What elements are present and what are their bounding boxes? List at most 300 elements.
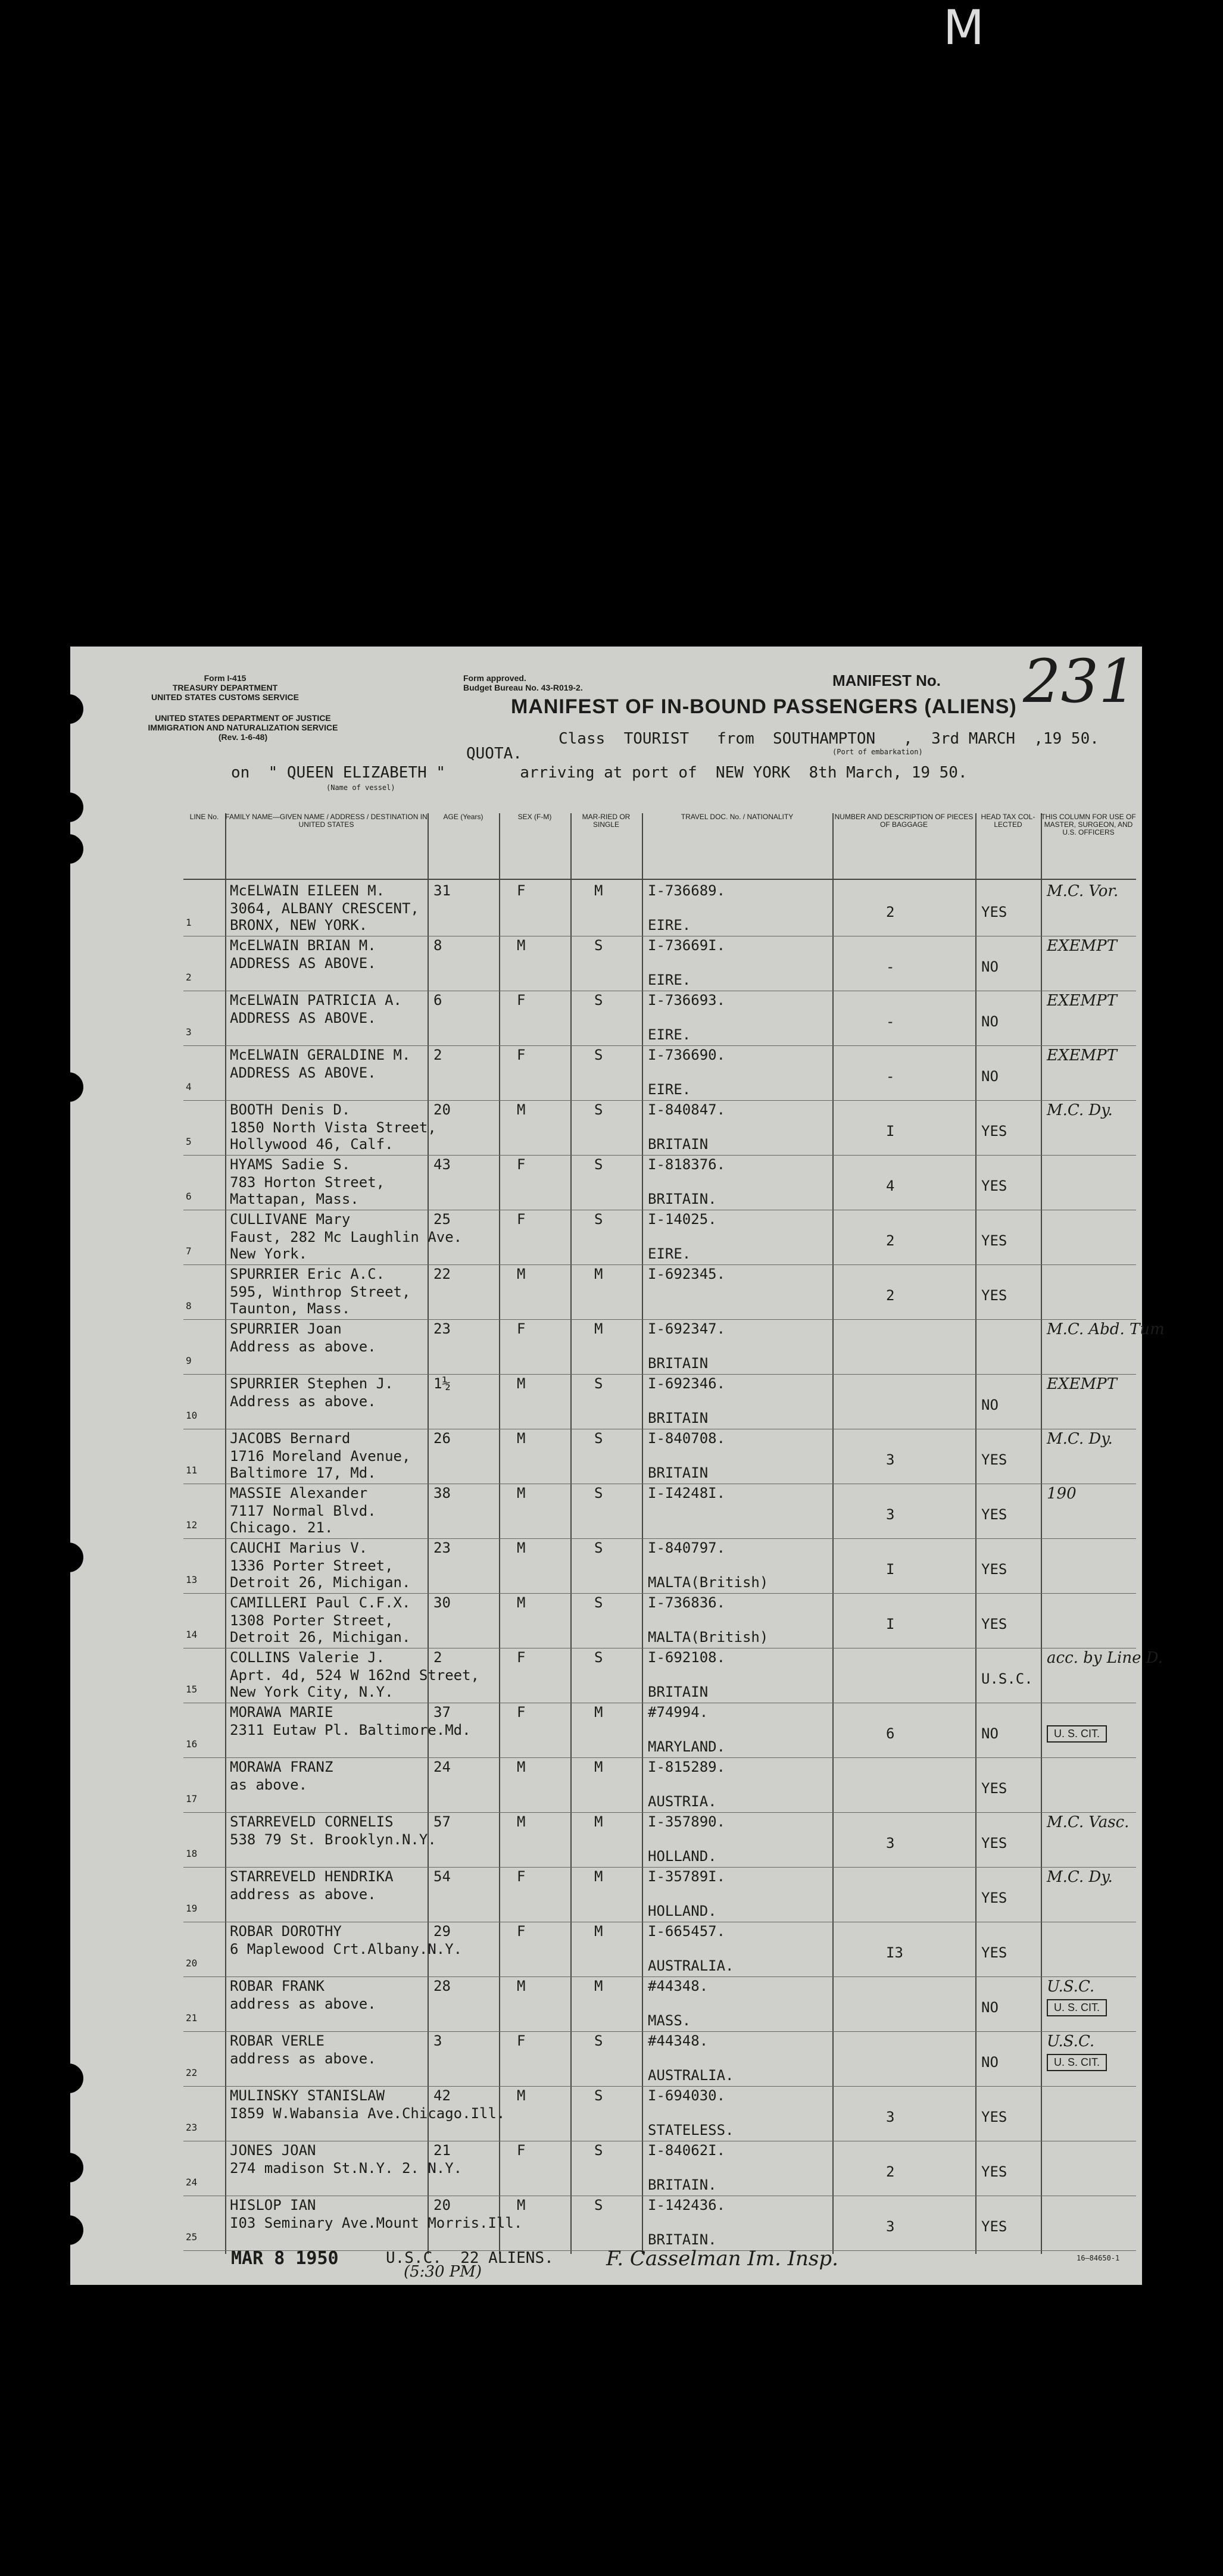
passenger-address-2: Chicago. 21. [230,1519,333,1536]
table-row [183,1756,1136,1813]
head-tax-status: NO [981,1013,999,1030]
nationality: EIRE. [648,972,691,988]
table-row [183,1811,1136,1868]
passenger-sex: F [517,1649,526,1666]
table-row [183,935,1136,991]
passenger-sex: F [517,1868,526,1885]
passenger-sex: F [517,1923,526,1940]
passenger-age: 37 [433,1704,451,1721]
passenger-age: 38 [433,1485,451,1501]
baggage-count: 3 [886,1506,895,1523]
table-row [183,1647,1163,1703]
line-number: 20 [186,1957,198,1969]
passenger-sex: F [517,1320,526,1337]
line-number: 2 [186,972,192,983]
travel-doc-number: I-736690. [648,1047,726,1063]
travel-doc-number: I-692347. [648,1320,726,1337]
head-tax-status: NO [981,1397,999,1413]
passenger-address-2: Detroit 26, Michigan. [230,1574,411,1591]
marital-status: S [594,1485,603,1501]
passenger-sex: M [517,2087,526,2104]
passenger-address-2: Hollywood 46, Calf. [230,1136,394,1153]
marital-status: S [594,2087,603,2104]
passenger-name: COLLINS Valerie J. [230,1649,385,1666]
travel-doc-number: I-694030. [648,2087,726,2104]
passenger-name: ROBAR FRANK [230,1978,325,1994]
page-number: 231 [1023,647,1137,716]
head-tax-status: YES [981,1890,1007,1906]
officer-notes: EXEMPT [1047,1047,1117,1064]
baggage-count: 6 [886,1725,895,1742]
passenger-age: 3 [433,2032,442,2049]
line-number: 7 [186,1245,192,1257]
passenger-address-2: Detroit 26, Michigan. [230,1629,411,1645]
passenger-name: ROBAR VERLE [230,2032,325,2049]
travel-doc-number: I-I4248I. [648,1485,726,1501]
passenger-age: 54 [433,1868,451,1885]
baggage-count: 2 [886,904,895,920]
col-header-sex: SEX (F-M) [499,813,570,880]
passenger-name: CULLIVANE Mary [230,1211,351,1228]
baggage-count: 4 [886,1178,895,1194]
travel-doc-number: I-357890. [648,1813,726,1830]
line-number: 1 [186,917,192,928]
passenger-sex: M [517,1375,526,1392]
passenger-name: JONES JOAN [230,2142,316,2159]
line-number: 22 [186,2067,198,2078]
passenger-sex: M [517,937,526,954]
passenger-sex: M [517,1485,526,1501]
passenger-sex: F [517,882,526,899]
col-header-doc: TRAVEL DOC. No. / NATIONALITY [642,813,832,880]
punch-hole [54,2215,83,2245]
punch-hole [54,694,83,724]
nationality: MASS. [648,2012,691,2029]
passenger-address: 538 79 St. Brooklyn.N.Y. [230,1831,436,1848]
officer-notes: M.C. Vor. [1047,882,1119,900]
passenger-address: 1336 Porter Street, [230,1557,394,1574]
passenger-address: 3064, ALBANY CRESCENT, [230,900,419,917]
passenger-address: address as above. [230,2050,376,2067]
nationality: MALTA(British) [648,1629,769,1645]
nationality: STATELESS. [648,2122,734,2138]
head-tax-status: NO [981,1999,999,2016]
officer-notes: U.S.C. [1047,2032,1095,2050]
passenger-age: 1½ [433,1375,451,1392]
travel-doc-number: #44348. [648,2032,709,2049]
travel-doc-number: I-840708. [648,1430,726,1447]
nationality: AUSTRALIA. [648,2067,734,2084]
table-row [183,1866,1136,1922]
passenger-address: 595, Winthrop Street, [230,1284,411,1300]
marital-status: S [594,2142,603,2159]
col-header-name: FAMILY NAME—GIVEN NAME / ADDRESS / DESTINATION IN UNITED STATES [225,813,428,880]
marital-status: S [594,2197,603,2213]
passenger-sex: F [517,2142,526,2159]
punch-hole [54,2153,83,2182]
manifest-no-label: MANIFEST No. [832,672,941,689]
table-row [183,2140,1136,2196]
passenger-address: 783 Horton Street, [230,1174,385,1191]
passenger-name: McELWAIN GERALDINE M. [230,1047,411,1063]
nationality: BRITAIN. [648,1191,717,1207]
marital-status: S [594,1649,603,1666]
aliens-summary: U.S.C. 22 ALIENS. [386,2249,554,2267]
passenger-address: address as above. [230,1996,376,2012]
passenger-age: 57 [433,1813,451,1830]
officer-notes: M.C. Abd. Tum [1047,1320,1165,1338]
passenger-address: ADDRESS AS ABOVE. [230,1010,376,1026]
officer-notes: M.C. Vasc. [1047,1813,1130,1831]
marital-status: M [594,1868,603,1885]
passenger-age: 2 [433,1649,442,1666]
head-tax-status: NO [981,2054,999,2071]
nationality: BRITAIN [648,1410,709,1426]
table-row [183,989,1136,1046]
baggage-count: - [886,1068,895,1085]
col-header-officers: THIS COLUMN FOR USE OF MASTER, SURGEON, AND U.S. OFFICERS [1041,813,1136,880]
manifest-table [183,813,1165,2254]
line-number: 3 [186,1026,192,1038]
head-tax-status: YES [981,1178,1007,1194]
corner-stamp-text: M [943,0,1009,55]
nationality: BRITAIN [648,1136,709,1153]
baggage-count: 3 [886,1451,895,1468]
marital-status: M [594,1704,603,1721]
officer-notes: M.C. Dy. [1047,1868,1113,1886]
nationality: BRITAIN. [648,2231,717,2248]
head-tax-status: YES [981,1232,1007,1249]
passenger-sex: M [517,1594,526,1611]
passenger-name: CAMILLERI Paul C.F.X. [230,1594,411,1611]
passenger-age: 21 [433,2142,451,2159]
col-header-head-tax: HEAD TAX COL-LECTED [975,813,1041,880]
us-citizen-stamp: U. S. CIT. [1047,1725,1107,1743]
line-number: 13 [186,1574,198,1585]
passenger-name: McELWAIN EILEEN M. [230,882,385,899]
table-row [183,1373,1136,1429]
nationality: MALTA(British) [648,1574,769,1591]
passenger-address-2: New York City, N.Y. [230,1684,394,1700]
table-row [183,2194,1136,2251]
travel-doc-number: #74994. [648,1704,709,1721]
travel-doc-number: I-818376. [648,1156,726,1173]
table-row [183,2030,1136,2087]
nationality: EIRE. [648,917,691,933]
passenger-address: as above. [230,1776,308,1793]
nationality: EIRE. [648,1026,691,1043]
passenger-age: 43 [433,1156,451,1173]
nationality: EIRE. [648,1081,691,1098]
passenger-name: ROBAR DOROTHY [230,1923,342,1940]
head-tax-status: YES [981,1506,1007,1523]
officer-notes: EXEMPT [1047,937,1117,955]
officer-notes: acc. by Line D. [1047,1649,1163,1667]
passenger-sex: F [517,992,526,1008]
travel-doc-number: I-815289. [648,1759,726,1775]
passenger-age: 26 [433,1430,451,1447]
passenger-sex: F [517,1211,526,1228]
line-number: 19 [186,1903,198,1914]
passenger-address: 1308 Porter Street, [230,1612,394,1629]
marital-status: S [594,1430,603,1447]
head-tax-status: YES [981,1616,1007,1632]
nationality: BRITAIN [648,1465,709,1481]
nationality: HOLLAND. [648,1903,717,1919]
form-id-block: Form I-415 TREASURY DEPARTMENT UNITED STATES CUSTOMS SERVICE [151,673,299,702]
head-tax-status: YES [981,1451,1007,1468]
col-header-age: AGE (Years) [428,813,499,880]
passenger-name: STARREVELD CORNELIS [230,1813,394,1830]
travel-doc-number: I-35789I. [648,1868,726,1885]
us-citizen-stamp: U. S. CIT. [1047,2054,1107,2071]
passenger-name: MULINSKY STANISLAW [230,2087,385,2104]
passenger-address: I03 Seminary Ave.Mount Morris.Ill. [230,2215,523,2231]
passenger-address: Address as above. [230,1338,376,1355]
passenger-name: McELWAIN PATRICIA A. [230,992,402,1008]
passenger-address: ADDRESS AS ABOVE. [230,1064,376,1081]
travel-doc-number: I-840847. [648,1101,726,1118]
line-number: 11 [186,1465,198,1476]
table-row [183,1154,1136,1210]
officer-notes: M.C. Dy. [1047,1430,1113,1448]
passenger-address-2: BRONX, NEW YORK. [230,917,368,933]
head-tax-status: NO [981,1725,999,1742]
travel-doc-number: I-840797. [648,1540,726,1556]
officer-notes: EXEMPT [1047,1375,1117,1393]
passenger-age: 25 [433,1211,451,1228]
quota-label: QUOTA. [466,745,522,763]
head-tax-status: YES [981,2163,1007,2180]
passenger-name: JACOBS Bernard [230,1430,351,1447]
line-number: 25 [186,2231,198,2243]
marital-status: S [594,1156,603,1173]
head-tax-status: YES [981,1944,1007,1961]
passenger-address: 2311 Eutaw Pl. Baltimore.Md. [230,1722,471,1738]
head-tax-status: YES [981,2109,1007,2125]
punch-hole [54,1543,83,1572]
line-number: 18 [186,1848,198,1859]
col-header-baggage: NUMBER AND DESCRIPTION OF PIECES OF BAGGAGE [832,813,975,880]
travel-doc-number: I-692345. [648,1266,726,1282]
line-number: 8 [186,1300,192,1312]
marital-status: M [594,1978,603,1994]
passenger-sex: M [517,1430,526,1447]
travel-doc-number: #44348. [648,1978,709,1994]
passenger-name: SPURRIER Eric A.C. [230,1266,385,1282]
passenger-name: McELWAIN BRIAN M. [230,937,376,954]
nationality: BRITAIN [648,1684,709,1700]
travel-doc-number: I-692108. [648,1649,726,1666]
officer-notes: U.S.C. [1047,1978,1095,1996]
line-number: 15 [186,1684,198,1695]
officer-notes: M.C. Dy. [1047,1101,1113,1119]
punch-hole [54,2063,83,2093]
line-number: 23 [186,2122,198,2133]
vessel-line: on " QUEEN ELIZABETH " arriving at port of NEW YORK 8th March, 19 50. [231,764,968,782]
baggage-count: - [886,1013,895,1030]
passenger-sex: F [517,1156,526,1173]
passenger-name: STARREVELD HENDRIKA [230,1868,394,1885]
col-header-married: MAR-RIED OR SINGLE [570,813,642,880]
travel-doc-number: I-84062I. [648,2142,726,2159]
marital-status: S [594,2032,603,2049]
passenger-address-2: New York. [230,1245,308,1262]
line-number: 21 [186,2012,198,2024]
passenger-sex: M [517,1813,526,1830]
class-line: Class TOURIST from SOUTHAMPTON , 3rd MARCH ,19 50. [559,730,1099,748]
travel-doc-number: I-736836. [648,1594,726,1611]
baggage-count: 2 [886,1232,895,1249]
head-tax-status: YES [981,1780,1007,1797]
line-number: 17 [186,1793,198,1804]
passenger-address-2: Baltimore 17, Md. [230,1465,376,1481]
punch-hole [54,834,83,864]
passenger-age: 30 [433,1594,451,1611]
marital-status: S [594,1594,603,1611]
travel-doc-number: I-736689. [648,882,726,899]
marital-status: S [594,992,603,1008]
passenger-address: 6 Maplewood Crt.Albany.N.Y. [230,1941,463,1957]
passenger-age: 31 [433,882,451,899]
form-code: 16—84650-1 [1077,2254,1120,2262]
head-tax-status: U.S.C. [981,1671,1033,1687]
line-number: 12 [186,1519,198,1531]
marital-status: M [594,1923,603,1940]
passenger-name: BOOTH Denis D. [230,1101,351,1118]
passenger-sex: M [517,2197,526,2213]
marital-status: S [594,1101,603,1118]
manifest-title: MANIFEST OF IN-BOUND PASSENGERS (ALIENS) [511,695,1017,718]
passenger-age: 28 [433,1978,451,1994]
marital-status: M [594,1813,603,1830]
line-number: 24 [186,2177,198,2188]
passenger-sex: F [517,1704,526,1721]
nationality: AUSTRALIA. [648,1957,734,1974]
officer-notes: EXEMPT [1047,992,1117,1010]
travel-doc-number: I-665457. [648,1923,726,1940]
officer-notes: 190 [1047,1485,1077,1503]
baggage-count: 3 [886,2109,895,2125]
passenger-age: 8 [433,937,442,954]
head-tax-status: NO [981,958,999,975]
passenger-age: 23 [433,1320,451,1337]
nationality: MARYLAND. [648,1738,726,1755]
travel-doc-number: I-736693. [648,992,726,1008]
inspector-signature: F. Casselman Im. Insp. [606,2247,838,2271]
passenger-address: address as above. [230,1886,376,1903]
passenger-address: 7117 Normal Blvd. [230,1503,376,1519]
passenger-address-2: Mattapan, Mass. [230,1191,359,1207]
table-row [183,1701,1136,1758]
passenger-sex: M [517,1266,526,1282]
marital-status: S [594,937,603,954]
travel-doc-number: I-14025. [648,1211,717,1228]
table-row [183,1921,1136,1977]
us-citizen-stamp: U. S. CIT. [1047,1999,1107,2016]
passenger-name: HYAMS Sadie S. [230,1156,351,1173]
head-tax-status: YES [981,1123,1007,1139]
nationality: BRITAIN [648,1355,709,1372]
passenger-address: Aprt. 4d, 524 W 162nd Street, [230,1667,480,1684]
vessel-caption: (Name of vessel) [326,783,395,792]
line-number: 9 [186,1355,192,1366]
table-row [183,2085,1136,2141]
passenger-sex: M [517,1978,526,1994]
table-row [183,1428,1136,1484]
arrival-time: (5:30 PM) [404,2263,482,2281]
travel-doc-number: I-692346. [648,1375,726,1392]
passenger-name: CAUCHI Marius V. [230,1540,368,1556]
table-row [183,1263,1136,1320]
port-caption: (Port of embarkation) [832,748,923,756]
passenger-sex: M [517,1540,526,1556]
head-tax-status: YES [981,1561,1007,1578]
head-tax-status: YES [981,904,1007,920]
marital-status: S [594,1540,603,1556]
passenger-name: MORAWA MARIE [230,1704,333,1721]
passenger-sex: M [517,1759,526,1775]
marital-status: S [594,1047,603,1063]
line-number: 16 [186,1738,198,1750]
line-number: 5 [186,1136,192,1147]
table-row [183,1209,1136,1265]
passenger-age: 24 [433,1759,451,1775]
marital-status: M [594,882,603,899]
passenger-sex: F [517,1047,526,1063]
passenger-name: HISLOP IAN [230,2197,316,2213]
baggage-count: 2 [886,1287,895,1304]
passenger-age: 20 [433,2197,451,2213]
baggage-count: I [886,1123,895,1139]
table-row [183,1592,1136,1648]
travel-doc-number: I-142436. [648,2197,726,2213]
passenger-name: SPURRIER Joan [230,1320,342,1337]
nationality: BRITAIN. [648,2177,717,2193]
nationality: EIRE. [648,1245,691,1262]
table-row [183,1482,1136,1539]
table-row [183,880,1136,936]
head-tax-status: YES [981,1287,1007,1304]
marital-status: S [594,1211,603,1228]
passenger-age: 2 [433,1047,442,1063]
line-number: 6 [186,1191,192,1202]
passenger-age: 42 [433,2087,451,2104]
table-row [183,1537,1136,1594]
passenger-address: I859 W.Wabansia Ave.Chicago.Ill. [230,2105,506,2122]
head-tax-status: YES [981,2218,1007,2235]
baggage-count: - [886,958,895,975]
passenger-sex: M [517,1101,526,1118]
dept-block: UNITED STATES DEPARTMENT OF JUSTICE IMMIGRATION AND NATURALIZATION SERVICE (Rev. 1-6-48) [148,713,338,742]
table-row [183,1975,1136,2032]
head-tax-status: YES [981,1835,1007,1851]
line-number: 4 [186,1081,192,1092]
nationality: HOLLAND. [648,1848,717,1865]
passenger-age: 20 [433,1101,451,1118]
line-number: 10 [186,1410,198,1421]
punch-hole [54,792,83,822]
passenger-address: Address as above. [230,1393,376,1410]
table-row [183,1044,1136,1101]
manifest-sheet [70,647,1165,2285]
date-stamp: MAR 8 1950 [231,2248,339,2269]
marital-status: M [594,1266,603,1282]
passenger-address: 274 madison St.N.Y. 2. N.Y. [230,2160,463,2177]
nationality: AUSTRIA. [648,1793,717,1810]
passenger-age: 6 [433,992,442,1008]
passenger-address: 1850 North Vista Street, [230,1119,436,1136]
